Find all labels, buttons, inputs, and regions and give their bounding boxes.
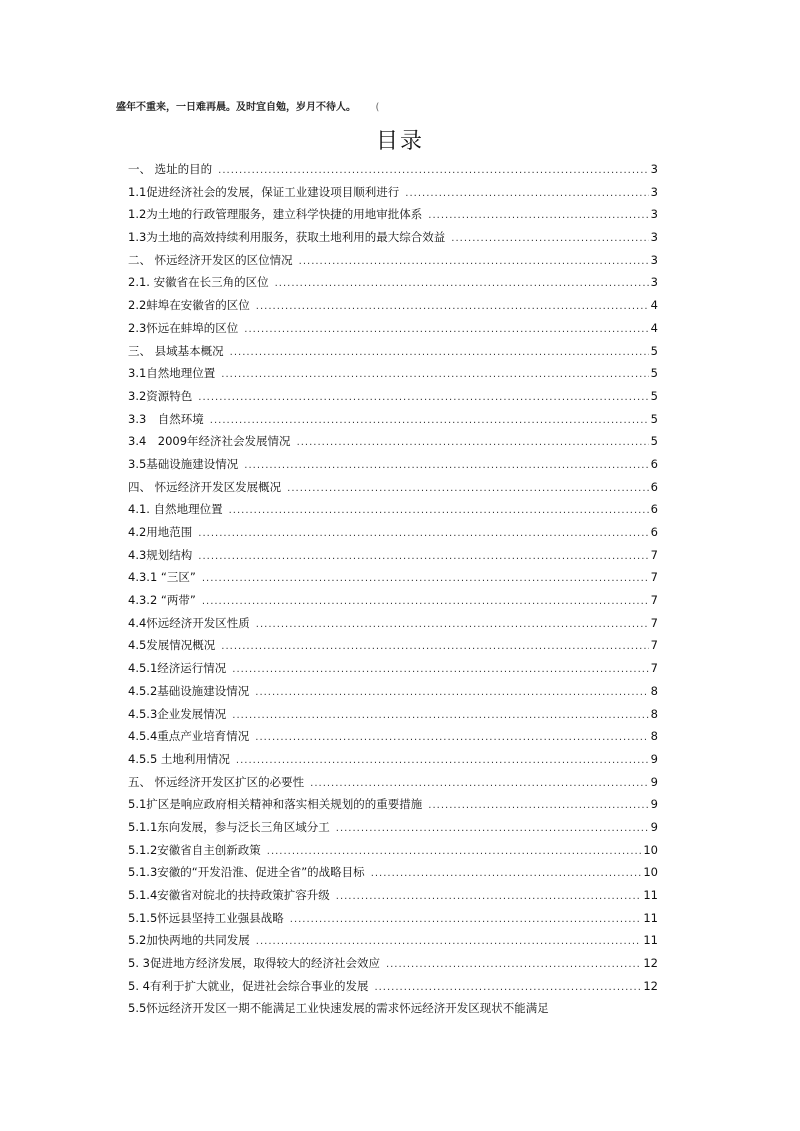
toc-entry[interactable] xyxy=(128,320,658,343)
toc-entry[interactable] xyxy=(128,615,658,638)
toc-entry-title: 四、 怀远经济开发区发展概况 xyxy=(128,479,282,494)
toc-entry[interactable] xyxy=(128,751,658,774)
toc-entry-title: 3.5基础设施建设情况 xyxy=(128,456,239,471)
toc-entry[interactable] xyxy=(128,411,658,434)
toc-entry[interactable] xyxy=(128,955,658,978)
toc-entry-title: 3.3 自然环境 xyxy=(128,411,204,426)
toc-dot-leader xyxy=(218,165,649,176)
page-title: 目录 xyxy=(375,129,424,154)
toc-entry[interactable] xyxy=(128,206,658,229)
toc-entry-page: 6 xyxy=(650,456,658,471)
toc-entry[interactable] xyxy=(128,819,658,842)
toc-entry[interactable] xyxy=(128,184,658,207)
toc-entry[interactable] xyxy=(128,343,658,366)
toc-dot-leader xyxy=(221,369,648,380)
toc-dot-leader xyxy=(255,732,648,743)
toc-entry[interactable] xyxy=(128,910,658,933)
toc-entry-page: 9 xyxy=(650,819,658,834)
toc-entry[interactable] xyxy=(128,161,658,184)
toc-entry-page: 7 xyxy=(650,570,658,585)
toc-entry-page: 6 xyxy=(650,525,658,539)
toc-entry-page: 4 xyxy=(650,320,658,335)
toc-entry-title: 2.1. 安徽省在长三角的区位 xyxy=(128,275,269,290)
toc-dot-leader xyxy=(299,256,649,267)
toc-dot-leader xyxy=(202,573,649,584)
toc-dot-leader xyxy=(405,188,648,199)
toc-dot-leader xyxy=(336,823,649,834)
toc-dot-leader xyxy=(198,528,648,539)
toc-dot-leader xyxy=(244,460,648,471)
toc-entry-title: 4.5.1经济运行情况 xyxy=(128,661,227,676)
toc-entry-title: 5.1.3安徽的“开发沿淮、促进全省”的战略目标 xyxy=(128,865,365,880)
toc-entry-page: 5 xyxy=(650,343,658,358)
toc-entry[interactable] xyxy=(128,978,658,1001)
toc-entry[interactable] xyxy=(128,274,658,297)
toc-entry-page: 9 xyxy=(650,797,658,812)
toc-entry-page: 7 xyxy=(650,638,658,653)
toc-dot-leader xyxy=(290,914,642,925)
toc-entry-title: 5.1.2安徽省自主创新政策 xyxy=(128,842,261,857)
toc-entry-page: 3 xyxy=(650,252,658,267)
toc-entry[interactable] xyxy=(128,501,658,524)
toc-entry-title: 二、 怀远经济开发区的区位情况 xyxy=(128,252,293,267)
toc-entry[interactable] xyxy=(128,388,658,411)
toc-entry-page: 3 xyxy=(650,230,658,245)
toc-entry[interactable] xyxy=(128,365,658,388)
toc-entry-title: 3.4 2009年经济社会发展情况 xyxy=(128,434,291,449)
toc-entry[interactable] xyxy=(128,433,658,456)
toc-dot-leader xyxy=(451,233,648,244)
toc-entry-page: 5 xyxy=(650,388,658,403)
toc-entry-page: 10 xyxy=(643,865,658,880)
toc-entry-title: 4.5.4重点产业培育情况 xyxy=(128,729,250,744)
toc-dot-leader xyxy=(244,324,648,335)
toc-dot-leader xyxy=(236,755,649,766)
toc-entry-page: 11 xyxy=(643,910,658,925)
toc-entry-title: 2.2蚌埠在安徽省的区位 xyxy=(128,298,250,313)
toc-entry[interactable] xyxy=(128,479,658,502)
toc-entry-title: 1.1促进经济社会的发展，保证工业建设项目顺利进行 xyxy=(128,184,400,199)
toc-entry-title: 5.1扩区是响应政府相关精神和落实相关规划的的重要措施 xyxy=(128,797,423,812)
toc-entry-page: 5 xyxy=(650,411,658,426)
toc-entry-title: 4.5.5 土地利用情况 xyxy=(128,751,230,766)
toc-entry[interactable] xyxy=(128,229,658,252)
toc-entry-title: 5.1.1东向发展，参与泛长三角区域分工 xyxy=(128,819,330,834)
toc-dot-leader xyxy=(221,641,648,652)
toc-entry-title: 4.3.1 “三区” xyxy=(128,570,196,585)
toc-entry-title: 4.5发展情况概况 xyxy=(128,638,216,653)
toc-entry-title: 5. 3促进地方经济发展，取得较大的经济社会效应 xyxy=(128,956,380,971)
toc-dot-leader xyxy=(275,278,649,289)
toc-entry-title: 1.2为土地的行政管理服务，建立科学快捷的用地审批体系 xyxy=(128,207,423,222)
toc-dot-leader xyxy=(256,936,642,947)
toc-dot-leader xyxy=(256,619,649,630)
toc-entry-page: 11 xyxy=(643,933,658,948)
toc-dot-leader xyxy=(428,210,648,221)
toc-dot-leader xyxy=(198,392,648,403)
toc-entry-title: 五、 怀远经济开发区扩区的必要性 xyxy=(128,774,305,789)
toc-entry[interactable] xyxy=(128,637,658,660)
toc-entry-title: 4.3规划结构 xyxy=(128,547,193,562)
toc-entry-title: 2.3怀远在蚌埠的区位 xyxy=(128,320,239,335)
toc-dot-leader xyxy=(230,347,649,358)
toc-dot-leader xyxy=(287,483,649,494)
toc-dot-leader xyxy=(229,505,649,516)
toc-dot-leader xyxy=(336,891,642,902)
toc-entry-page: 3 xyxy=(650,162,658,176)
toc-entry-page: 3 xyxy=(650,184,658,199)
toc-dot-leader xyxy=(232,664,648,675)
header-mark: ( xyxy=(375,102,380,113)
toc-entry[interactable] xyxy=(128,796,658,819)
toc-entry[interactable] xyxy=(128,1000,658,1023)
toc-entry-page: 12 xyxy=(643,978,658,993)
toc-entry[interactable] xyxy=(128,774,658,797)
toc-dot-leader xyxy=(198,551,648,562)
toc-entry[interactable] xyxy=(128,842,658,865)
toc-entry-title: 5.2加快两地的共同发展 xyxy=(128,933,250,948)
header-motto: 盛年不重来，一日难再晨。及时宜自勉，岁月不待人。 xyxy=(116,102,356,113)
toc-entry-page: 9 xyxy=(650,774,658,789)
table-of-contents xyxy=(128,161,658,1023)
toc-entry-page: 7 xyxy=(650,547,658,562)
toc-entry-page: 3 xyxy=(650,275,658,290)
toc-dot-leader xyxy=(267,846,642,857)
toc-dot-leader xyxy=(374,982,641,993)
toc-dot-leader xyxy=(297,437,649,448)
toc-entry-page: 7 xyxy=(650,661,658,676)
toc-dot-leader xyxy=(232,710,648,721)
toc-entry-title: 1.3为土地的高效持续利用服务，获取土地利用的最大综合效益 xyxy=(128,230,446,245)
toc-dot-leader xyxy=(255,687,648,698)
toc-dot-leader xyxy=(428,800,648,811)
toc-entry-title: 三、 县域基本概况 xyxy=(128,343,224,358)
toc-entry[interactable] xyxy=(128,547,658,570)
toc-entry[interactable] xyxy=(128,252,658,275)
toc-entry[interactable] xyxy=(128,569,658,592)
toc-entry-page: 9 xyxy=(650,751,658,766)
toc-entry-page: 4 xyxy=(650,298,658,313)
toc-entry[interactable] xyxy=(128,932,658,955)
toc-entry-page: 7 xyxy=(650,615,658,630)
toc-entry-page: 3 xyxy=(650,207,658,222)
toc-dot-leader xyxy=(256,301,649,312)
toc-entry-title: 一、 选址的目的 xyxy=(128,162,213,176)
toc-entry-title: 3.2资源特色 xyxy=(128,388,193,403)
toc-entry-title: 4.5.3企业发展情况 xyxy=(128,706,227,721)
toc-entry-page: 5 xyxy=(650,366,658,381)
toc-entry-title: 3.1自然地理位置 xyxy=(128,366,216,381)
toc-entry-page: 12 xyxy=(643,956,658,971)
toc-entry-title: 5.1.4安徽省对皖北的扶持政策扩容升级 xyxy=(128,888,330,902)
toc-dot-leader xyxy=(202,596,649,607)
toc-entry-page: 10 xyxy=(643,842,658,857)
toc-entry-title: 4.5.2基础设施建设情况 xyxy=(128,683,250,698)
toc-entry[interactable] xyxy=(128,592,658,615)
toc-entry[interactable] xyxy=(128,706,658,729)
toc-entry-page: 7 xyxy=(650,593,658,608)
toc-entry-title: 4.4怀远经济开发区性质 xyxy=(128,615,250,630)
toc-entry[interactable] xyxy=(128,456,658,479)
toc-entry-page: 8 xyxy=(650,706,658,721)
toc-entry-page: 8 xyxy=(650,683,658,698)
toc-entry[interactable] xyxy=(128,728,658,751)
toc-entry-page: 6 xyxy=(650,502,658,517)
toc-entry-title: 5.5怀远经济开发区一期不能满足工业快速发展的需求怀远经济开发区现状不能满足 xyxy=(128,1001,549,1016)
toc-entry[interactable] xyxy=(128,864,658,887)
toc-dot-leader xyxy=(371,868,642,879)
toc-entry-page: 5 xyxy=(650,434,658,449)
toc-entry-page: 8 xyxy=(650,729,658,744)
toc-entry-title: 4.2用地范围 xyxy=(128,525,193,539)
toc-entry[interactable] xyxy=(128,683,658,706)
toc-entry[interactable] xyxy=(128,660,658,683)
toc-entry-title: 4.1. 自然地理位置 xyxy=(128,502,223,517)
toc-entry-page: 11 xyxy=(643,888,658,902)
toc-dot-leader xyxy=(210,415,649,426)
toc-entry[interactable] xyxy=(128,297,658,320)
toc-entry[interactable] xyxy=(128,887,658,910)
page-header xyxy=(116,98,379,113)
toc-entry-page: 6 xyxy=(650,479,658,494)
toc-dot-leader xyxy=(310,778,649,789)
toc-dot-leader xyxy=(386,959,641,970)
toc-entry[interactable] xyxy=(128,524,658,547)
toc-entry-title: 4.3.2 “两带” xyxy=(128,593,196,608)
toc-entry-title: 5.1.5怀远县坚持工业强县战略 xyxy=(128,910,284,925)
toc-entry-title: 5. 4有利于扩大就业，促进社会综合事业的发展 xyxy=(128,978,369,993)
